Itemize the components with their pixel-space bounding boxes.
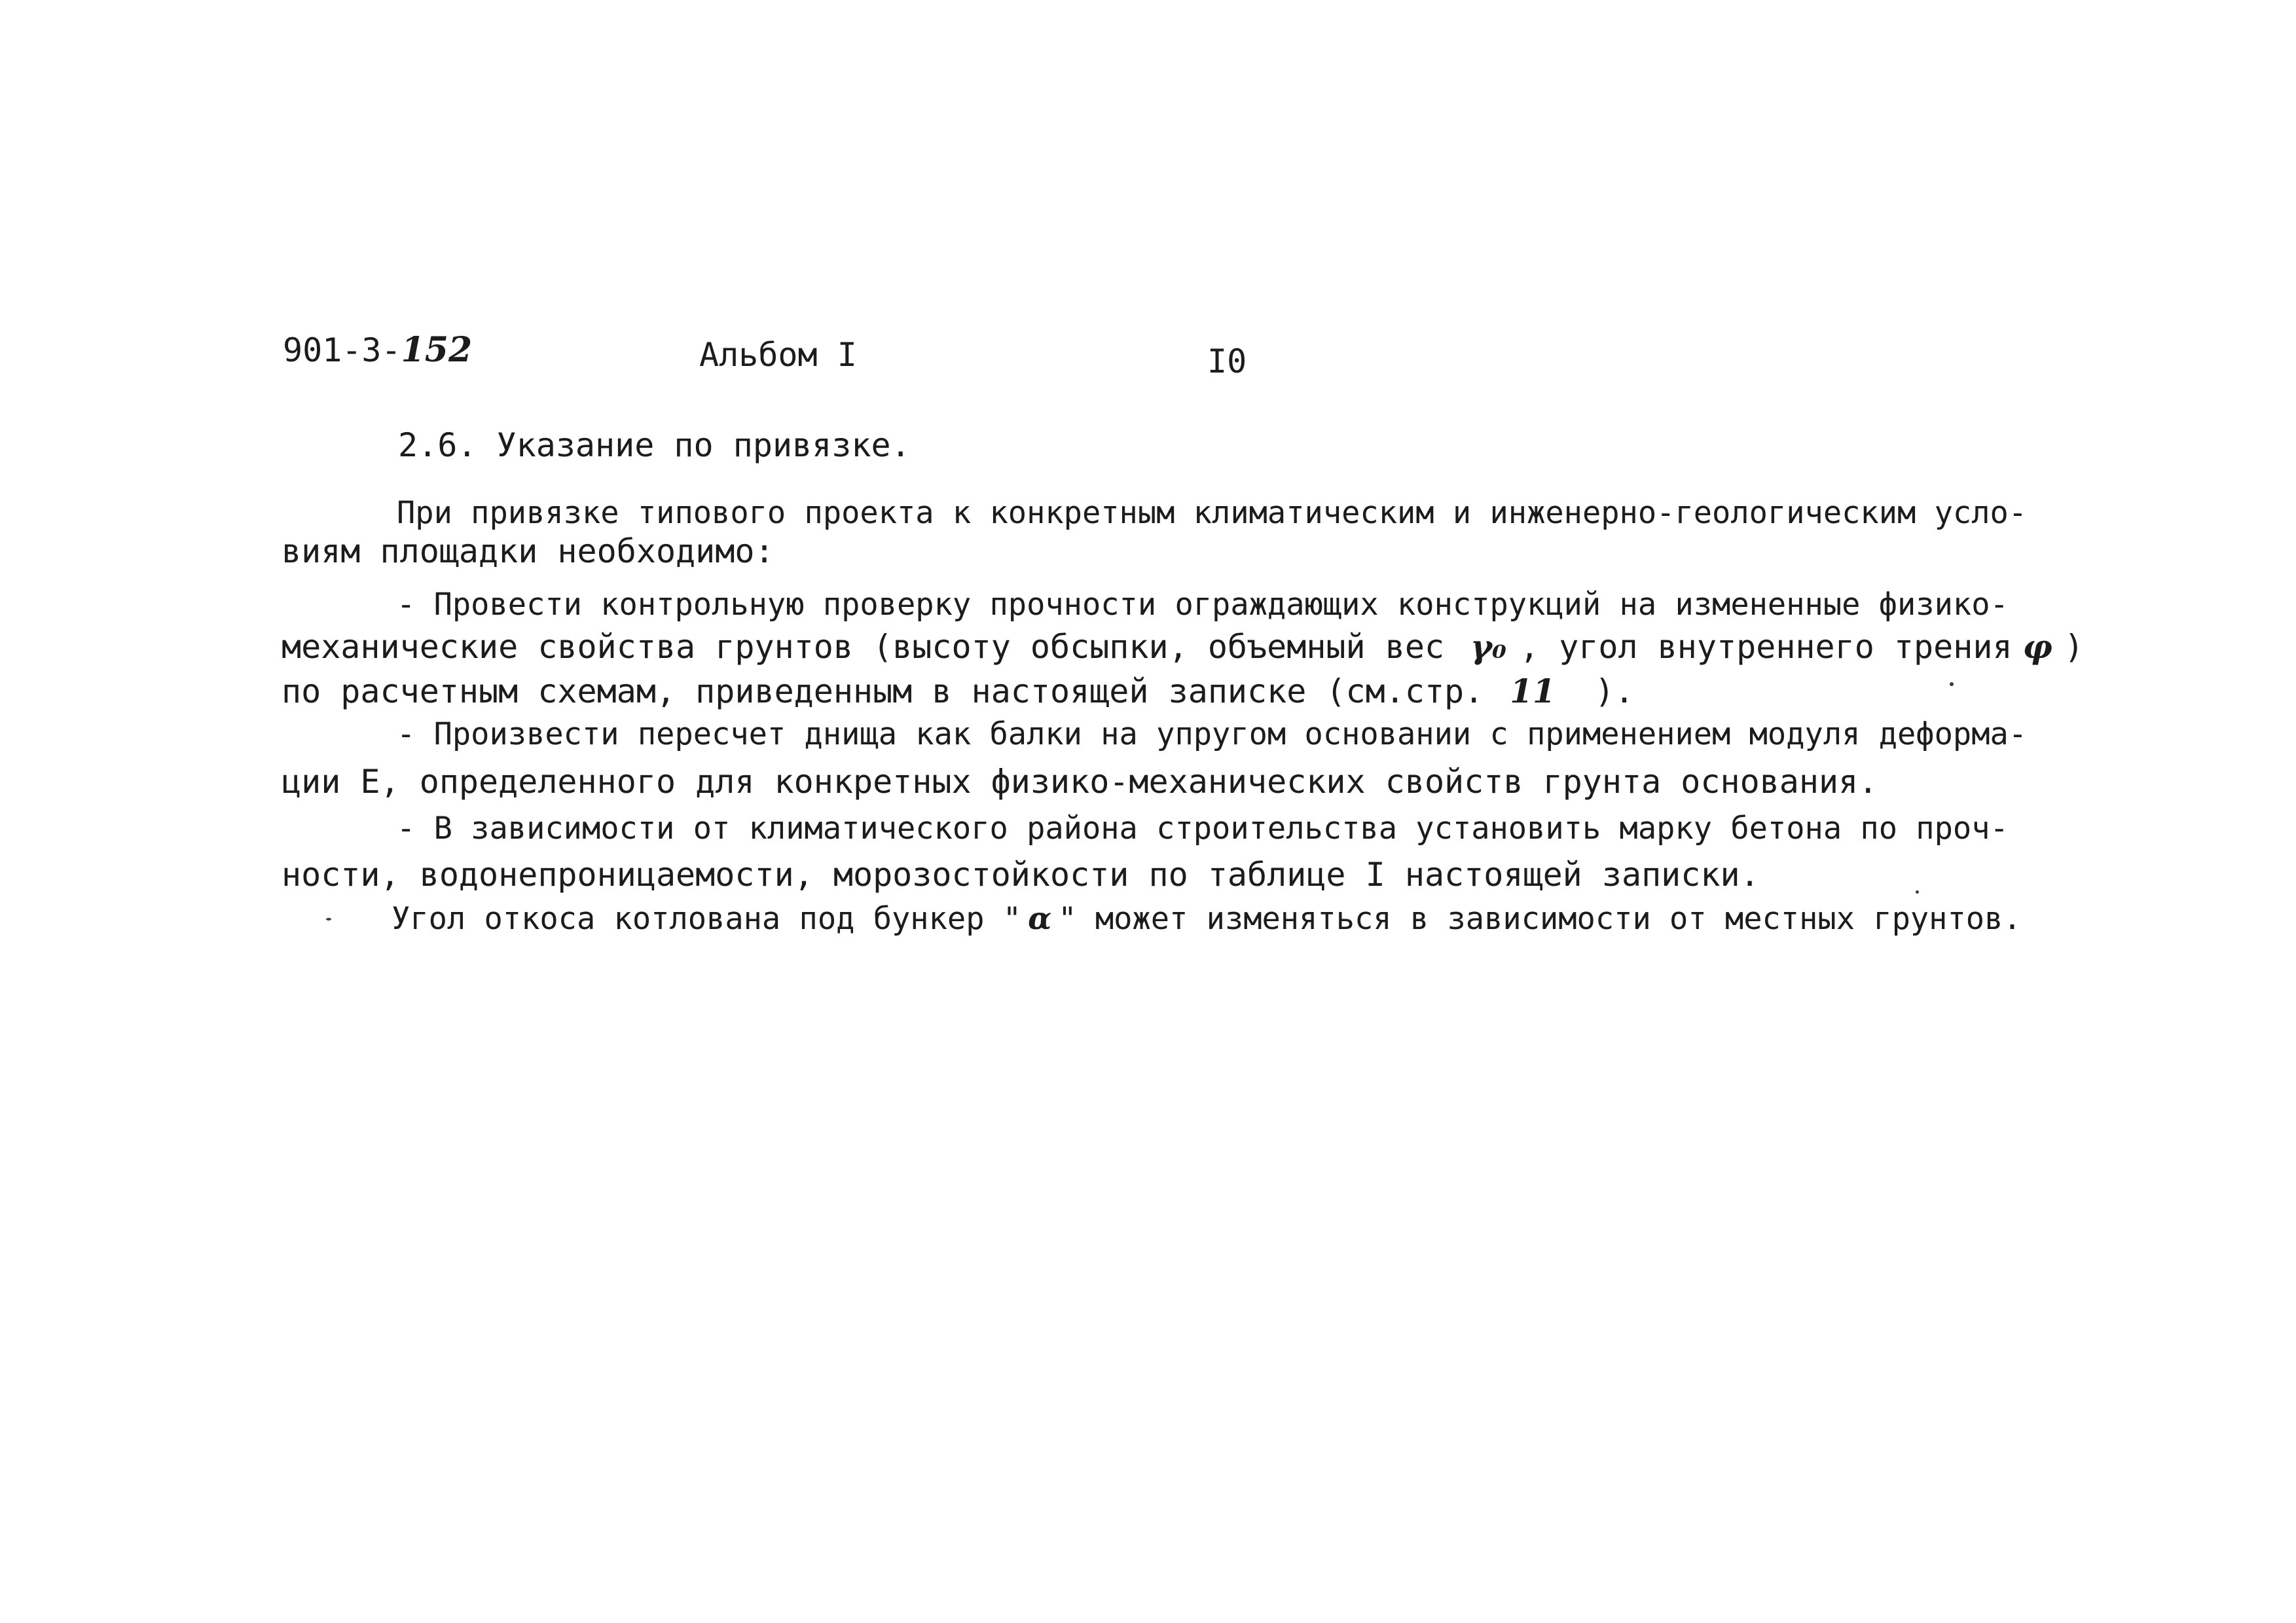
item1-line-2-text-b: , угол внутреннего трения [1519,628,2013,666]
album-label: Альбом I [699,336,857,374]
item4-text-b: " может изменяться в зависимости от местных грунтов. [1058,901,2022,937]
scan-speck [1916,890,1919,894]
section-heading: 2.6. Указание по привязке. [398,426,911,464]
alpha-symbol: α [1028,901,1052,937]
document-code [283,331,472,370]
page-reference-handwritten: 11 [1510,672,1556,710]
item1-line-2-text-c: ) [2064,628,2084,666]
document-code-prefix: 901-3- [283,331,401,369]
item1-line-1: - Провести контрольную проверку прочности ограждающих конструкций на измененные физико- [397,587,2009,623]
item4-text-a: Угол откоса котлована под бункер " [392,901,1022,937]
page-number: I0 [1207,342,1247,380]
item1-line-2 [282,627,2084,666]
item2-line-1: - Произвести пересчет днища как балки на упругом основании с применением модуля деформа- [397,716,2028,752]
item4-line [392,900,2022,939]
document-code-handwritten-number: 152 [401,330,473,370]
scan-speck [326,918,331,921]
item3-line-1: - В зависимости от климатического района строительства установить марку бетона по проч- [397,811,2009,847]
intro-line-1: При привязке типового проекта к конкретным климатическим и инженерно-геологическим усло- [397,495,2028,531]
item1-line-3-text-b: ). [1594,672,1635,710]
intro-line-2: виям площадки необходимо: [282,532,774,570]
item1-line-3-text-a: по расчетным схемам, приведенным в настоящей записке (см.стр. [282,672,1484,710]
item2-line-2: ции Е, определенного для конкретных физико-механических свойств грунта основания. [282,763,1878,801]
phi-symbol: φ [2022,627,2052,666]
scan-speck [1950,682,1954,686]
item1-line-2-text-a: механические свойства грунтов (высоту обсыпки, объемный вес [282,628,1445,666]
item3-line-2: ности, водонепроницаемости, морозостойкости по таблице I настоящей записки. [282,856,1760,894]
item1-line-3 [282,672,1634,711]
gamma-symbol: γ₀ [1470,627,1506,666]
